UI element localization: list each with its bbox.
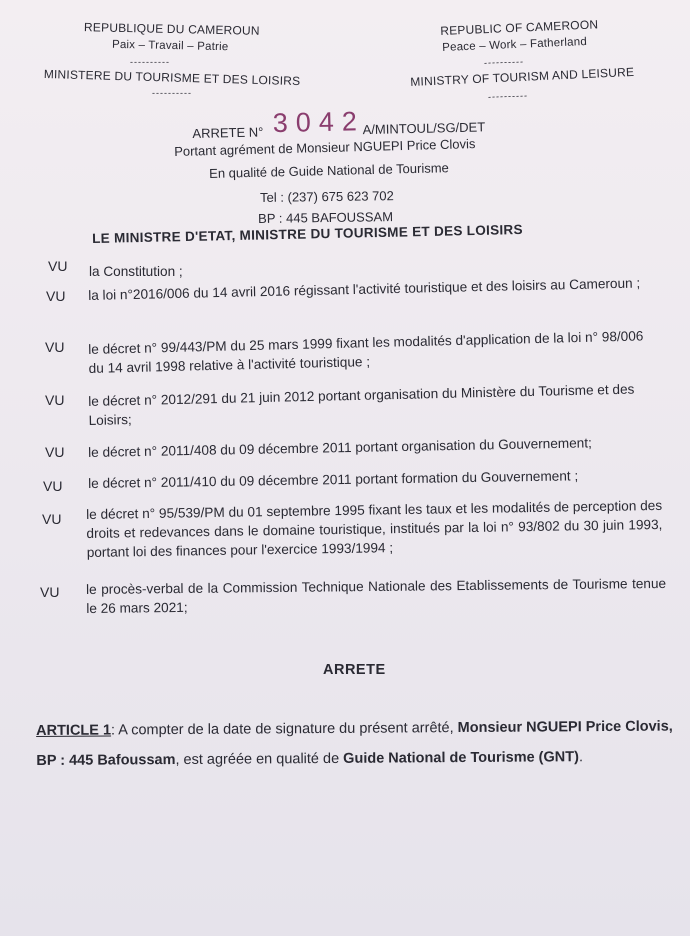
vu-label: VU — [46, 288, 66, 304]
header-right-motto: Peace – Work – Fatherland — [442, 35, 588, 54]
vu-item: le décret n° 2012/291 du 21 juin 2012 portant organisation du Ministère du Tourisme et des Loisirs; — [88, 381, 635, 428]
article-1-text-b: , est agréée en qualité de — [175, 750, 344, 769]
decree-subject-1: Portant agrément de Monsieur NGUEPI Price Clovis — [174, 136, 476, 159]
article-1 — [36, 712, 676, 776]
decree-prefix: ARRETE N° — [192, 124, 264, 141]
header-left-motto: Paix – Travail – Patrie — [111, 38, 229, 54]
decree-number: 3042 — [272, 106, 366, 139]
header-left-dash2: ---------- — [152, 88, 192, 98]
vu-item: le décret n° 95/539/PM du 01 septembre 1995 fixant les taux et les modalités de perception des droits et redevances dans le domaine touristique, institués par la loi n° 93/802 du 30 juin 1993, portant loi des finances pour l'exercice 1993/1994 ; — [86, 497, 663, 560]
article-1-name: Monsieur NGUEPI Price Clovis, BP : 445 Bafoussam — [36, 718, 673, 769]
header-right-dash2: ---------- — [487, 90, 529, 102]
header-left-dash: ---------- — [130, 57, 170, 67]
vu-item: le décret n° 99/443/PM du 25 mars 1999 fixant les modalités d'application de la loi n° 98/006 du 14 avril 1998 relative à l'activité touristique ; — [88, 328, 644, 376]
decree-suffix: A/MINTOUL/SG/DET — [362, 119, 486, 138]
article-1-colon: : — [110, 722, 116, 739]
header-right-country: REPUBLIC OF CAMEROON — [440, 17, 599, 38]
header-left-ministry: MINISTERE DU TOURISME ET DES LOISIRS — [43, 67, 301, 89]
decree-tel: Tel : (237) 675 623 702 — [260, 188, 394, 205]
arrete-heading: ARRETE — [323, 662, 386, 678]
article-1-end: . — [578, 749, 584, 766]
vu-label: VU — [45, 392, 65, 408]
article-1-role: Guide National de Tourisme (GNT) — [343, 749, 579, 767]
vu-label: VU — [45, 444, 65, 460]
vu-label: VU — [40, 584, 60, 600]
vu-item: le décret n° 2011/408 du 09 décembre 2011 portant organisation du Gouvernement; — [88, 435, 592, 460]
article-1-text-a: A compter de la date de signature du présent arrêté, — [115, 720, 458, 739]
vu-label: VU — [43, 478, 63, 494]
minister-title: LE MINISTRE D'ETAT, MINISTRE DU TOURISME ET DES LOISIRS — [92, 221, 523, 246]
decree-subject-2: En qualité de Guide National de Tourisme — [209, 160, 449, 181]
decree-bp: BP : 445 BAFOUSSAM — [258, 209, 394, 226]
vu-item: le décret n° 2011/410 du 09 décembre 2011 portant formation du Gouvernement ; — [88, 468, 579, 491]
vu-label: VU — [45, 339, 65, 355]
header-right-ministry: MINISTRY OF TOURISM AND LEISURE — [410, 64, 635, 89]
vu-item: la loi n°2016/006 du 14 avril 2016 régissant l'activité touristique et des loisirs au Cameroun ; — [88, 275, 641, 303]
vu-label: VU — [42, 511, 62, 527]
vu-item: la Constitution ; — [89, 264, 183, 279]
vu-item: le procès-verbal de la Commission Technique Nationale des Etablissements de Tourisme tenue le 26 mars 2021; — [86, 575, 667, 616]
header-left-country: REPUBLIQUE DU CAMEROUN — [83, 20, 260, 38]
article-1-label: ARTICLE 1 — [36, 722, 112, 739]
header-right-dash: ---------- — [483, 56, 525, 68]
vu-label: VU — [48, 258, 68, 274]
